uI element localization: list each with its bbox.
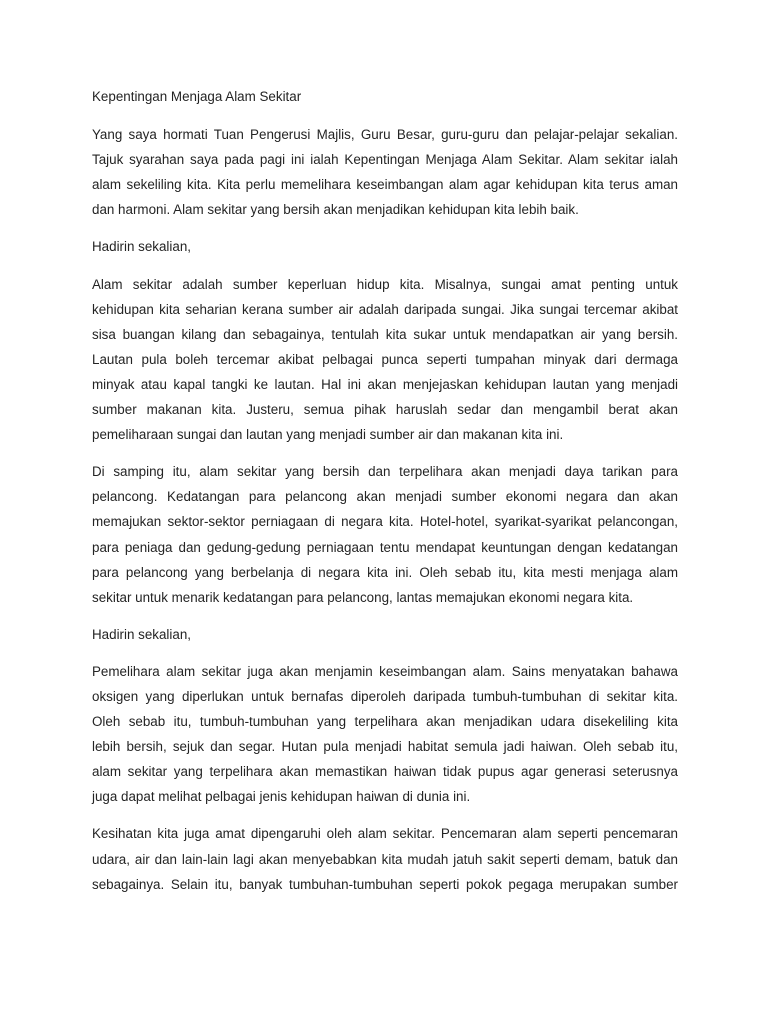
salutation — [92, 622, 678, 647]
text-line: minyak atau kapal tangki ke lautan. Hal ini akan menjejaskan kehidupan lautan yang menjadi — [92, 376, 678, 392]
paragraph — [92, 821, 678, 896]
text-line: Lautan pula boleh tercemar akibat pelbagai punca seperti tumpahan minyak dari dermaga — [92, 351, 678, 367]
text-line: para peniaga dan gedung-gedung perniagaan tentu mendapat keuntungan dengan kedatangan — [92, 539, 678, 555]
text-line: Kesihatan kita juga amat dipengaruhi oleh alam sekitar. Pencemaran alam seperti pencemaran — [92, 826, 678, 842]
text-line: udara, air dan lain-lain lagi akan menyebabkan kita mudah jatuh sakit seperti demam, batuk dan — [92, 851, 678, 867]
text-line: oksigen yang diperlukan untuk bernafas diperoleh daripada tumbuh-tumbuhan di sekitar kita. — [92, 688, 678, 704]
text-line: memajukan sektor-sektor perniagaan di negara kita. Hotel-hotel, syarikat-syarikat pelancongan, — [92, 514, 678, 530]
paragraph — [92, 659, 678, 810]
document-page — [92, 84, 678, 909]
paragraph — [92, 459, 678, 610]
text-line: sekitar untuk menarik kedatangan para pelancong, lantas memajukan ekonomi negara kita. — [92, 589, 634, 605]
text-line: Tajuk syarahan saya pada pagi ini ialah Kepentingan Menjaga Alam Sekitar. Alam sekitar ialah — [92, 152, 678, 168]
text-line: alam sekeliling kita. Kita perlu memelihara keseimbangan alam agar kehidupan kita terus aman — [92, 177, 678, 193]
paragraph — [92, 272, 678, 448]
text-line: Di samping itu, alam sekitar yang bersih dan terpelihara akan menjadi daya tarikan para — [92, 464, 678, 480]
salutation — [92, 234, 678, 259]
text-line: Alam sekitar adalah sumber keperluan hidup kita. Misalnya, sungai amat penting untuk — [92, 276, 678, 292]
text-line: pelancong. Kedatangan para pelancong akan menjadi sumber ekonomi negara dan akan — [92, 489, 678, 505]
text-line: sisa buangan kilang dan sebagainya, tentulah kita sukar untuk mendapatkan air yang bersih. — [92, 326, 678, 342]
text-line: juga dapat melihat pelbagai jenis kehidupan haiwan di dunia ini. — [92, 789, 471, 805]
document-title: Kepentingan Menjaga Alam Sekitar — [92, 89, 302, 104]
text-line: Hadirin sekalian, — [92, 239, 191, 255]
text-line: dan harmoni. Alam sekitar yang bersih akan menjadikan kehidupan kita lebih baik. — [92, 202, 579, 218]
text-line: Yang saya hormati Tuan Pengerusi Majlis, Guru Besar, guru-guru dan pelajar-pelajar sekalian. — [92, 127, 678, 143]
text-line: alam sekitar yang terpelihara akan memastikan haiwan tidak pupus agar generasi seterusnya — [92, 764, 678, 780]
text-line: pemeliharaan sungai dan lautan yang menjadi sumber air dan makanan kita ini. — [92, 427, 564, 443]
text-line: Pemelihara alam sekitar juga akan menjamin keseimbangan alam. Sains menyatakan bahawa — [92, 663, 678, 679]
text-line: Oleh sebab itu, tumbuh-tumbuhan yang terpelihara akan menjadikan udara disekeliling kita — [92, 714, 678, 730]
text-line: sebagainya. Selain itu, banyak tumbuhan-tumbuhan seperti pokok pegaga merupakan sumber — [92, 876, 678, 892]
text-line: para pelancong yang berbelanja di negara kita ini. Oleh sebab itu, kita mesti menjaga alam — [92, 564, 678, 580]
text-line: sumber makanan kita. Justeru, semua pihak haruslah sedar dan mengambil berat akan — [92, 402, 678, 418]
text-line: Hadirin sekalian, — [92, 626, 191, 642]
text-line: kehidupan kita seharian kerana sumber air adalah daripada sungai. Jika sungai tercemar akibat — [92, 301, 678, 317]
text-line: lebih bersih, sejuk dan segar. Hutan pula menjadi habitat semula jadi haiwan. Oleh sebab itu, — [92, 739, 678, 755]
paragraph — [92, 122, 678, 222]
